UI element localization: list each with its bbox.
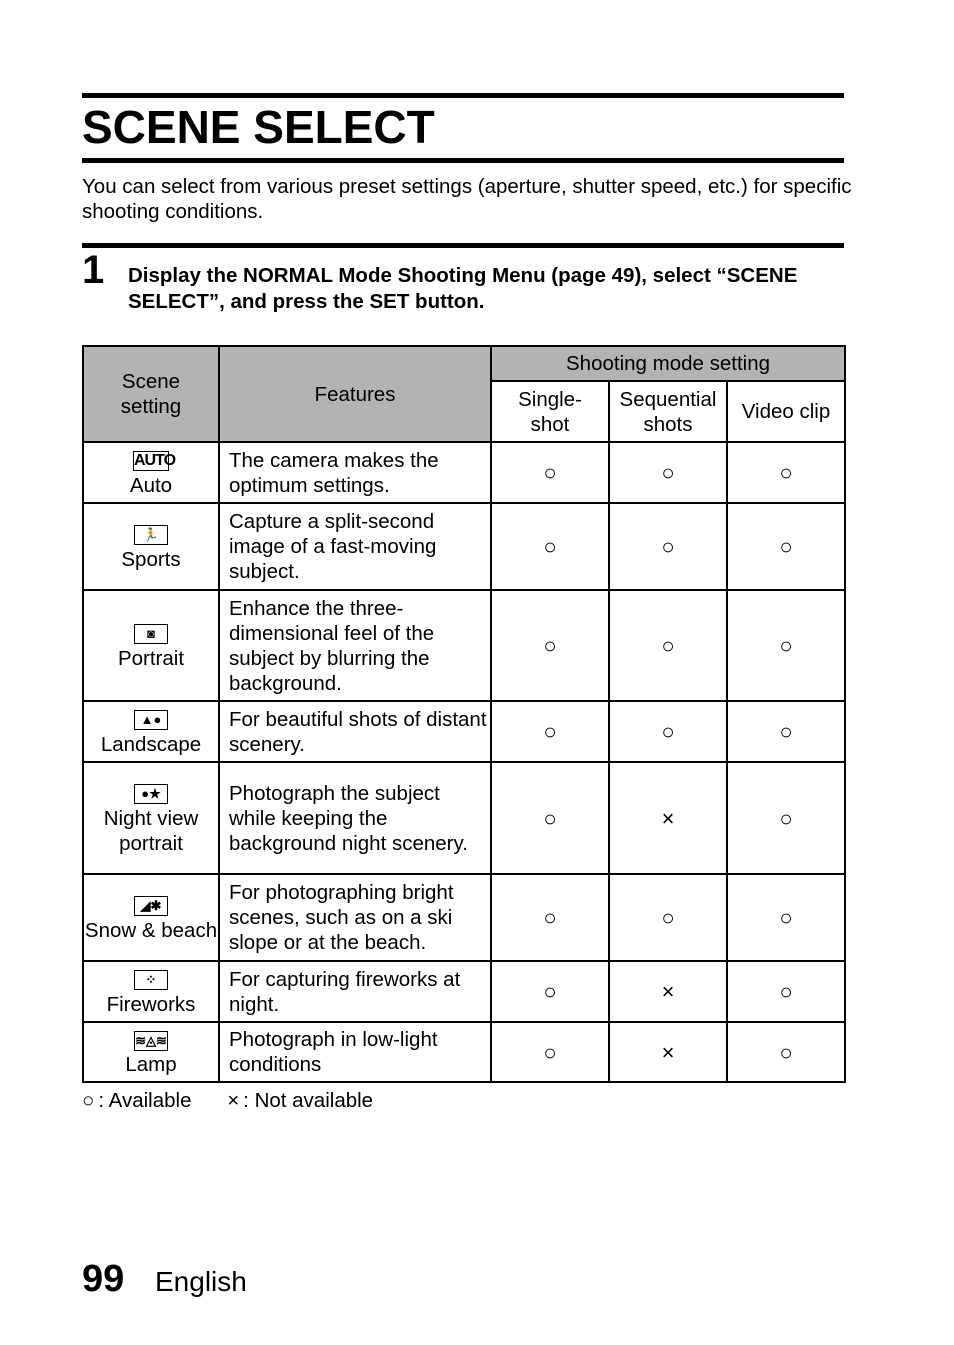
single-shot-cell: ○ xyxy=(491,762,609,874)
scene-name: Portrait xyxy=(117,646,185,670)
snow-beach-icon: ◢✱ xyxy=(134,896,168,916)
not-available-symbol: × xyxy=(227,1089,240,1112)
feature-cell: The camera makes the optimum settings. xyxy=(219,442,491,503)
video-clip-cell: ○ xyxy=(727,1022,845,1082)
sports-icon: 🏃 xyxy=(134,525,168,545)
scene-table xyxy=(82,345,846,1083)
sequential-cell: × xyxy=(609,961,727,1022)
lamp-icon: ≋◬≋ xyxy=(134,1031,168,1051)
video-clip-cell: ○ xyxy=(727,503,845,590)
scene-name: Landscape xyxy=(100,732,202,756)
step-text: Display the NORMAL Mode Shooting Menu (page 49), select “SCENE SELECT”, and press the SET button. xyxy=(128,264,798,313)
night-portrait-icon: ●★ xyxy=(134,784,168,804)
intro-text: You can select from various preset settings (aperture, shutter speed, etc.) for specific shooting conditions. xyxy=(82,175,852,223)
scene-name: Snow & beach xyxy=(84,918,218,942)
table-row xyxy=(83,762,845,874)
scene-name: Lamp xyxy=(125,1053,177,1076)
scene-name: Fireworks xyxy=(106,992,196,1016)
table-row xyxy=(83,961,845,1022)
header-sequential: Sequential shots xyxy=(609,381,727,442)
sequential-cell: × xyxy=(609,762,727,874)
not-available-label: : Not available xyxy=(243,1089,374,1112)
video-clip-cell: ○ xyxy=(727,762,845,874)
feature-cell: Photograph in low-light conditions xyxy=(219,1022,491,1082)
header-features: Features xyxy=(219,346,491,442)
sequential-cell: ○ xyxy=(609,590,727,701)
page-title: SCENE SELECT xyxy=(82,101,435,153)
video-clip-cell: ○ xyxy=(727,442,845,503)
video-clip-cell: ○ xyxy=(727,590,845,701)
scene-name: Auto xyxy=(129,473,173,497)
table-row xyxy=(83,1022,845,1082)
scene-cell xyxy=(83,590,219,701)
single-shot-cell: ○ xyxy=(491,590,609,701)
feature-cell: For capturing fireworks at night. xyxy=(219,961,491,1022)
header-video: Video clip xyxy=(727,381,845,442)
header-shooting-mode: Shooting mode setting xyxy=(491,346,845,381)
video-clip-cell: ○ xyxy=(727,701,845,762)
scene-name: Sports xyxy=(121,547,181,571)
auto-icon: AUTO xyxy=(134,452,176,470)
single-shot-cell: ○ xyxy=(491,442,609,503)
table-row xyxy=(83,874,845,961)
scene-cell xyxy=(83,762,219,874)
sequential-cell: ○ xyxy=(609,701,727,762)
top-rule xyxy=(82,93,844,98)
feature-cell: For beautiful shots of distant scenery. xyxy=(219,701,491,762)
scene-name: Night view portrait xyxy=(103,806,199,855)
step-number: 1 xyxy=(82,248,105,292)
single-shot-cell: ○ xyxy=(491,503,609,590)
title-rule xyxy=(82,158,844,163)
language-label: English xyxy=(155,1266,247,1297)
step-rule xyxy=(82,243,844,248)
fireworks-icon: ⁘ xyxy=(134,970,168,990)
landscape-icon: ▲● xyxy=(134,710,168,730)
single-shot-cell: ○ xyxy=(491,1022,609,1082)
table-row xyxy=(83,590,845,701)
scene-cell xyxy=(83,503,219,590)
sequential-cell: × xyxy=(609,1022,727,1082)
single-shot-cell: ○ xyxy=(491,701,609,762)
scene-cell xyxy=(83,1022,219,1082)
legend xyxy=(82,1089,377,1113)
sequential-cell: ○ xyxy=(609,874,727,961)
header-single: Single-shot xyxy=(491,381,609,442)
single-shot-cell: ○ xyxy=(491,961,609,1022)
header-scene: Scene setting xyxy=(83,346,219,442)
feature-cell: For photographing bright scenes, such as on a ski slope or at the beach. xyxy=(219,874,491,961)
scene-cell xyxy=(83,442,219,503)
feature-cell: Capture a split-second image of a fast-moving subject. xyxy=(219,503,491,590)
scene-cell xyxy=(83,961,219,1022)
table-row xyxy=(83,701,845,762)
single-shot-cell: ○ xyxy=(491,874,609,961)
table-row xyxy=(83,442,845,503)
page-number: 99 xyxy=(82,1258,125,1300)
video-clip-cell: ○ xyxy=(727,874,845,961)
table-row xyxy=(83,503,845,590)
video-clip-cell: ○ xyxy=(727,961,845,1022)
available-label: : Available xyxy=(98,1089,192,1112)
feature-cell: Enhance the three-dimensional feel of the subject by blurring the background. xyxy=(219,590,491,701)
scene-cell xyxy=(83,701,219,762)
portrait-icon: ◙ xyxy=(134,624,168,644)
scene-cell xyxy=(83,874,219,961)
feature-cell: Photograph the subject while keeping the background night scenery. xyxy=(219,762,491,874)
available-symbol: ○ xyxy=(82,1089,95,1112)
sequential-cell: ○ xyxy=(609,442,727,503)
sequential-cell: ○ xyxy=(609,503,727,590)
